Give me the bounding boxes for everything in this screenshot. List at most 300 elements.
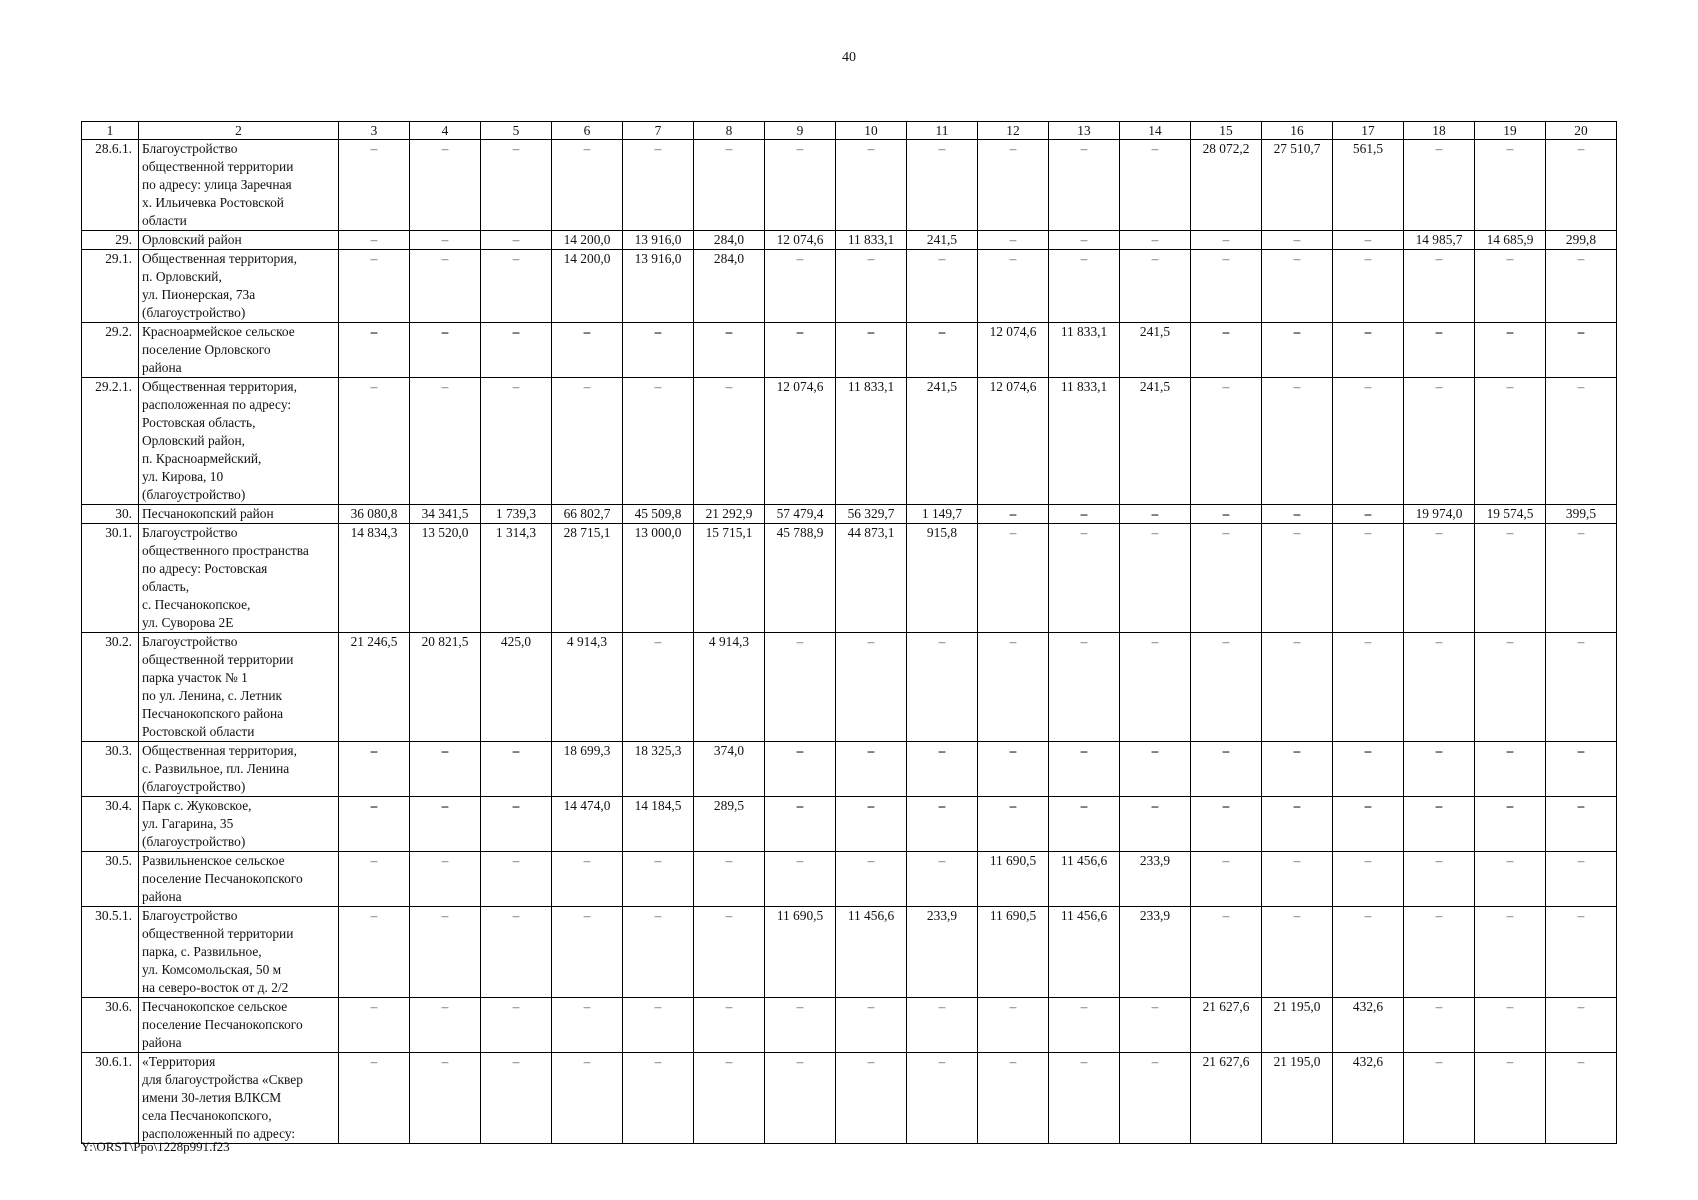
column-number-cell: 20 bbox=[1546, 122, 1617, 140]
value-cell: 14 200,0 bbox=[552, 250, 623, 323]
value-cell: 14 474,0 bbox=[552, 797, 623, 852]
column-number-cell: 18 bbox=[1404, 122, 1475, 140]
value-cell: – bbox=[1262, 323, 1333, 378]
value-cell: – bbox=[1546, 797, 1617, 852]
value-cell: 18 325,3 bbox=[623, 742, 694, 797]
value-cell: – bbox=[1475, 797, 1546, 852]
value-cell: – bbox=[1333, 378, 1404, 505]
value-cell: – bbox=[339, 323, 410, 378]
value-cell: – bbox=[765, 742, 836, 797]
value-cell: – bbox=[1475, 633, 1546, 742]
value-cell: 561,5 bbox=[1333, 140, 1404, 231]
value-cell: – bbox=[339, 797, 410, 852]
value-cell: – bbox=[836, 250, 907, 323]
value-cell: – bbox=[978, 1053, 1049, 1144]
row-number-cell: 30.2. bbox=[82, 633, 139, 742]
value-cell: – bbox=[1333, 633, 1404, 742]
value-cell: 11 690,5 bbox=[978, 907, 1049, 998]
value-cell: – bbox=[1404, 852, 1475, 907]
value-cell: – bbox=[907, 323, 978, 378]
column-number-cell: 14 bbox=[1120, 122, 1191, 140]
value-cell: 11 833,1 bbox=[1049, 378, 1120, 505]
value-cell: – bbox=[694, 378, 765, 505]
value-cell: 21 195,0 bbox=[1262, 998, 1333, 1053]
value-cell: – bbox=[907, 797, 978, 852]
row-name-cell: Благоустройство общественной территории парка участок № 1 по ул. Ленина, с. Летник Песчанокопского района Ростовской области bbox=[139, 633, 339, 742]
value-cell: – bbox=[836, 1053, 907, 1144]
value-cell: 34 341,5 bbox=[410, 505, 481, 524]
value-cell: 27 510,7 bbox=[1262, 140, 1333, 231]
row-number-cell: 30.1. bbox=[82, 524, 139, 633]
value-cell: – bbox=[1191, 907, 1262, 998]
column-number-cell: 4 bbox=[410, 122, 481, 140]
value-cell: – bbox=[1262, 797, 1333, 852]
value-cell: – bbox=[1546, 140, 1617, 231]
value-cell: – bbox=[836, 633, 907, 742]
value-cell: – bbox=[552, 1053, 623, 1144]
value-cell: – bbox=[1049, 633, 1120, 742]
value-cell: – bbox=[978, 505, 1049, 524]
column-number-cell: 1 bbox=[82, 122, 139, 140]
value-cell: – bbox=[410, 742, 481, 797]
value-cell: – bbox=[1120, 505, 1191, 524]
value-cell: 425,0 bbox=[481, 633, 552, 742]
row-number-cell: 29.2. bbox=[82, 323, 139, 378]
value-cell: – bbox=[1049, 231, 1120, 250]
value-cell: – bbox=[339, 250, 410, 323]
row-name-cell: Песчанокопский район bbox=[139, 505, 339, 524]
value-cell: – bbox=[907, 998, 978, 1053]
row-number-cell: 30.5. bbox=[82, 852, 139, 907]
value-cell: – bbox=[1049, 505, 1120, 524]
value-cell: – bbox=[1404, 250, 1475, 323]
column-number-cell: 2 bbox=[139, 122, 339, 140]
row-name-cell: Орловский район bbox=[139, 231, 339, 250]
value-cell: – bbox=[623, 323, 694, 378]
value-cell: – bbox=[978, 797, 1049, 852]
value-cell: – bbox=[1475, 907, 1546, 998]
value-cell: 11 456,6 bbox=[1049, 907, 1120, 998]
value-cell: – bbox=[410, 852, 481, 907]
value-cell: – bbox=[1191, 633, 1262, 742]
value-cell: – bbox=[765, 250, 836, 323]
value-cell: – bbox=[1191, 524, 1262, 633]
value-cell: 11 690,5 bbox=[765, 907, 836, 998]
value-cell: – bbox=[410, 140, 481, 231]
value-cell: – bbox=[1475, 1053, 1546, 1144]
budget-table bbox=[81, 121, 1617, 1144]
value-cell: 233,9 bbox=[1120, 907, 1191, 998]
row-number-cell: 30.6. bbox=[82, 998, 139, 1053]
value-cell: – bbox=[552, 323, 623, 378]
column-number-cell: 9 bbox=[765, 122, 836, 140]
value-cell: 1 314,3 bbox=[481, 524, 552, 633]
column-number-cell: 6 bbox=[552, 122, 623, 140]
value-cell: – bbox=[1049, 797, 1120, 852]
value-cell: – bbox=[339, 852, 410, 907]
value-cell: – bbox=[978, 140, 1049, 231]
value-cell: – bbox=[1404, 524, 1475, 633]
value-cell: – bbox=[1546, 633, 1617, 742]
table-row bbox=[82, 378, 1617, 505]
value-cell: – bbox=[694, 323, 765, 378]
value-cell: – bbox=[552, 998, 623, 1053]
value-cell: – bbox=[552, 852, 623, 907]
table-row bbox=[82, 505, 1617, 524]
value-cell: – bbox=[552, 378, 623, 505]
value-cell: – bbox=[1404, 323, 1475, 378]
value-cell: 11 833,1 bbox=[836, 378, 907, 505]
value-cell: – bbox=[1546, 524, 1617, 633]
value-cell: – bbox=[1333, 231, 1404, 250]
value-cell: – bbox=[1546, 742, 1617, 797]
value-cell: 28 715,1 bbox=[552, 524, 623, 633]
value-cell: – bbox=[1404, 797, 1475, 852]
value-cell: – bbox=[1333, 524, 1404, 633]
table-row bbox=[82, 998, 1617, 1053]
value-cell: 19 574,5 bbox=[1475, 505, 1546, 524]
value-cell: – bbox=[1404, 1053, 1475, 1144]
value-cell: – bbox=[1404, 742, 1475, 797]
value-cell: – bbox=[1049, 140, 1120, 231]
row-number-cell: 29. bbox=[82, 231, 139, 250]
value-cell: – bbox=[1475, 250, 1546, 323]
value-cell: 44 873,1 bbox=[836, 524, 907, 633]
value-cell: – bbox=[1191, 852, 1262, 907]
value-cell: – bbox=[1120, 231, 1191, 250]
value-cell: – bbox=[694, 852, 765, 907]
column-number-cell: 10 bbox=[836, 122, 907, 140]
value-cell: 241,5 bbox=[1120, 378, 1191, 505]
column-number-cell: 8 bbox=[694, 122, 765, 140]
value-cell: 15 715,1 bbox=[694, 524, 765, 633]
value-cell: 13 000,0 bbox=[623, 524, 694, 633]
value-cell: 13 916,0 bbox=[623, 231, 694, 250]
value-cell: – bbox=[1404, 998, 1475, 1053]
row-name-cell: Развильненское сельское поселение Песчанокопского района bbox=[139, 852, 339, 907]
value-cell: – bbox=[1333, 250, 1404, 323]
value-cell: – bbox=[1546, 378, 1617, 505]
value-cell: – bbox=[765, 852, 836, 907]
value-cell: – bbox=[481, 231, 552, 250]
value-cell: 20 821,5 bbox=[410, 633, 481, 742]
value-cell: – bbox=[1049, 1053, 1120, 1144]
value-cell: 19 974,0 bbox=[1404, 505, 1475, 524]
value-cell: – bbox=[410, 998, 481, 1053]
value-cell: – bbox=[765, 323, 836, 378]
value-cell: 12 074,6 bbox=[978, 378, 1049, 505]
value-cell: 28 072,2 bbox=[1191, 140, 1262, 231]
value-cell: 1 739,3 bbox=[481, 505, 552, 524]
value-cell: 915,8 bbox=[907, 524, 978, 633]
value-cell: – bbox=[552, 907, 623, 998]
value-cell: – bbox=[481, 907, 552, 998]
value-cell: 21 627,6 bbox=[1191, 1053, 1262, 1144]
row-number-cell: 30.5.1. bbox=[82, 907, 139, 998]
column-number-header-row bbox=[82, 122, 1617, 140]
row-name-cell: Благоустройство общественного пространства по адресу: Ростовская область, с. Песчанокопское, ул. Суворова 2Е bbox=[139, 524, 339, 633]
value-cell: – bbox=[1404, 378, 1475, 505]
value-cell: – bbox=[978, 524, 1049, 633]
value-cell: – bbox=[978, 231, 1049, 250]
value-cell: – bbox=[1191, 378, 1262, 505]
value-cell: – bbox=[1120, 742, 1191, 797]
footer-file-path: Y:\ORST\Ppo\1228p991.f23 bbox=[81, 1139, 230, 1154]
value-cell: – bbox=[410, 1053, 481, 1144]
value-cell: 21 292,9 bbox=[694, 505, 765, 524]
value-cell: – bbox=[765, 140, 836, 231]
value-cell: 241,5 bbox=[907, 231, 978, 250]
value-cell: – bbox=[481, 250, 552, 323]
value-cell: – bbox=[1262, 633, 1333, 742]
value-cell: – bbox=[481, 323, 552, 378]
value-cell: – bbox=[481, 140, 552, 231]
value-cell: – bbox=[1546, 323, 1617, 378]
value-cell: – bbox=[552, 140, 623, 231]
value-cell: – bbox=[836, 852, 907, 907]
value-cell: 12 074,6 bbox=[765, 378, 836, 505]
value-cell: – bbox=[836, 797, 907, 852]
value-cell: – bbox=[978, 998, 1049, 1053]
value-cell: 233,9 bbox=[907, 907, 978, 998]
value-cell: 14 985,7 bbox=[1404, 231, 1475, 250]
value-cell: – bbox=[765, 1053, 836, 1144]
value-cell: – bbox=[1191, 250, 1262, 323]
value-cell: – bbox=[765, 797, 836, 852]
value-cell: – bbox=[1333, 323, 1404, 378]
value-cell: 45 509,8 bbox=[623, 505, 694, 524]
value-cell: 289,5 bbox=[694, 797, 765, 852]
value-cell: – bbox=[1333, 505, 1404, 524]
value-cell: 12 074,6 bbox=[765, 231, 836, 250]
value-cell: 374,0 bbox=[694, 742, 765, 797]
column-number-cell: 17 bbox=[1333, 122, 1404, 140]
value-cell: – bbox=[694, 998, 765, 1053]
value-cell: 11 833,1 bbox=[836, 231, 907, 250]
value-cell: – bbox=[1475, 140, 1546, 231]
value-cell: – bbox=[1475, 742, 1546, 797]
value-cell: – bbox=[410, 907, 481, 998]
value-cell: – bbox=[1191, 323, 1262, 378]
value-cell: – bbox=[694, 907, 765, 998]
value-cell: – bbox=[1546, 852, 1617, 907]
value-cell: – bbox=[907, 1053, 978, 1144]
value-cell: 12 074,6 bbox=[978, 323, 1049, 378]
value-cell: 13 520,0 bbox=[410, 524, 481, 633]
value-cell: – bbox=[1120, 250, 1191, 323]
table-row bbox=[82, 323, 1617, 378]
value-cell: 14 200,0 bbox=[552, 231, 623, 250]
table-row bbox=[82, 742, 1617, 797]
row-name-cell: Благоустройство общественной территории парка, с. Развильное, ул. Комсомольская, 50 м на северо-восток от д. 2/2 bbox=[139, 907, 339, 998]
value-cell: – bbox=[836, 140, 907, 231]
value-cell: 14 834,3 bbox=[339, 524, 410, 633]
row-name-cell: Благоустройство общественной территории по адресу: улица Заречная х. Ильичевка Ростовской области bbox=[139, 140, 339, 231]
value-cell: – bbox=[339, 378, 410, 505]
row-name-cell: Общественная территория, п. Орловский, ул. Пионерская, 73а (благоустройство) bbox=[139, 250, 339, 323]
value-cell: 284,0 bbox=[694, 250, 765, 323]
row-name-cell: Красноармейское сельское поселение Орловского района bbox=[139, 323, 339, 378]
value-cell: 432,6 bbox=[1333, 1053, 1404, 1144]
value-cell: 233,9 bbox=[1120, 852, 1191, 907]
value-cell: – bbox=[623, 633, 694, 742]
value-cell: – bbox=[1191, 505, 1262, 524]
value-cell: – bbox=[1191, 742, 1262, 797]
value-cell: 56 329,7 bbox=[836, 505, 907, 524]
value-cell: – bbox=[1120, 633, 1191, 742]
value-cell: 21 195,0 bbox=[1262, 1053, 1333, 1144]
value-cell: – bbox=[836, 742, 907, 797]
row-number-cell: 30.3. bbox=[82, 742, 139, 797]
value-cell: – bbox=[1049, 250, 1120, 323]
value-cell: 399,5 bbox=[1546, 505, 1617, 524]
value-cell: – bbox=[410, 250, 481, 323]
value-cell: – bbox=[623, 907, 694, 998]
value-cell: 45 788,9 bbox=[765, 524, 836, 633]
value-cell: 11 833,1 bbox=[1049, 323, 1120, 378]
column-number-cell: 12 bbox=[978, 122, 1049, 140]
value-cell: – bbox=[410, 797, 481, 852]
value-cell: – bbox=[694, 1053, 765, 1144]
row-number-cell: 30.4. bbox=[82, 797, 139, 852]
value-cell: – bbox=[1546, 998, 1617, 1053]
value-cell: – bbox=[481, 742, 552, 797]
value-cell: – bbox=[1120, 998, 1191, 1053]
column-number-cell: 11 bbox=[907, 122, 978, 140]
value-cell: – bbox=[1049, 524, 1120, 633]
value-cell: – bbox=[1333, 797, 1404, 852]
value-cell: – bbox=[339, 231, 410, 250]
value-cell: – bbox=[694, 140, 765, 231]
value-cell: – bbox=[836, 998, 907, 1053]
value-cell: – bbox=[1475, 378, 1546, 505]
value-cell: – bbox=[1546, 907, 1617, 998]
value-cell: – bbox=[907, 852, 978, 907]
value-cell: – bbox=[339, 907, 410, 998]
value-cell: 11 690,5 bbox=[978, 852, 1049, 907]
value-cell: – bbox=[1262, 231, 1333, 250]
value-cell: – bbox=[623, 140, 694, 231]
value-cell: 11 456,6 bbox=[1049, 852, 1120, 907]
value-cell: – bbox=[1049, 742, 1120, 797]
value-cell: – bbox=[1262, 378, 1333, 505]
value-cell: – bbox=[410, 231, 481, 250]
value-cell: 241,5 bbox=[1120, 323, 1191, 378]
table-row bbox=[82, 633, 1617, 742]
value-cell: 14 685,9 bbox=[1475, 231, 1546, 250]
value-cell: – bbox=[1333, 742, 1404, 797]
table-row bbox=[82, 1053, 1617, 1144]
column-number-cell: 3 bbox=[339, 122, 410, 140]
value-cell: 14 184,5 bbox=[623, 797, 694, 852]
value-cell: – bbox=[623, 852, 694, 907]
value-cell: – bbox=[481, 1053, 552, 1144]
value-cell: – bbox=[1120, 1053, 1191, 1144]
value-cell: – bbox=[1475, 852, 1546, 907]
value-cell: 57 479,4 bbox=[765, 505, 836, 524]
table-row bbox=[82, 231, 1617, 250]
value-cell: – bbox=[1546, 250, 1617, 323]
value-cell: – bbox=[1262, 524, 1333, 633]
value-cell: – bbox=[1191, 231, 1262, 250]
value-cell: – bbox=[339, 140, 410, 231]
value-cell: – bbox=[978, 250, 1049, 323]
value-cell: 284,0 bbox=[694, 231, 765, 250]
value-cell: – bbox=[410, 378, 481, 505]
value-cell: 21 627,6 bbox=[1191, 998, 1262, 1053]
value-cell: – bbox=[1049, 998, 1120, 1053]
value-cell: – bbox=[339, 742, 410, 797]
row-number-cell: 30.6.1. bbox=[82, 1053, 139, 1144]
value-cell: – bbox=[623, 378, 694, 505]
row-name-cell: «Территория для благоустройства «Сквер имени 30-летия ВЛКСМ села Песчанокопского, расположенный по адресу: bbox=[139, 1053, 339, 1144]
table-row bbox=[82, 907, 1617, 998]
table-row bbox=[82, 524, 1617, 633]
value-cell: – bbox=[907, 250, 978, 323]
value-cell: – bbox=[1120, 797, 1191, 852]
value-cell: – bbox=[978, 633, 1049, 742]
value-cell: – bbox=[1404, 633, 1475, 742]
row-name-cell: Общественная территория, расположенная по адресу: Ростовская область, Орловский район, п. Красноармейский, ул. Кирова, 10 (благоустройство) bbox=[139, 378, 339, 505]
value-cell: – bbox=[907, 742, 978, 797]
value-cell: – bbox=[765, 998, 836, 1053]
value-cell: – bbox=[623, 998, 694, 1053]
value-cell: – bbox=[765, 633, 836, 742]
column-number-cell: 15 bbox=[1191, 122, 1262, 140]
table-row bbox=[82, 250, 1617, 323]
row-number-cell: 30. bbox=[82, 505, 139, 524]
value-cell: 432,6 bbox=[1333, 998, 1404, 1053]
value-cell: – bbox=[481, 998, 552, 1053]
value-cell: – bbox=[481, 797, 552, 852]
value-cell: – bbox=[623, 1053, 694, 1144]
value-cell: – bbox=[1262, 852, 1333, 907]
column-number-cell: 5 bbox=[481, 122, 552, 140]
table-row bbox=[82, 797, 1617, 852]
value-cell: 36 080,8 bbox=[339, 505, 410, 524]
value-cell: – bbox=[1333, 907, 1404, 998]
row-number-cell: 28.6.1. bbox=[82, 140, 139, 231]
value-cell: 21 246,5 bbox=[339, 633, 410, 742]
value-cell: – bbox=[410, 323, 481, 378]
value-cell: – bbox=[1475, 524, 1546, 633]
value-cell: – bbox=[1120, 524, 1191, 633]
value-cell: – bbox=[1262, 250, 1333, 323]
value-cell: – bbox=[1404, 140, 1475, 231]
value-cell: 11 456,6 bbox=[836, 907, 907, 998]
table-row bbox=[82, 852, 1617, 907]
value-cell: – bbox=[481, 852, 552, 907]
value-cell: – bbox=[1191, 797, 1262, 852]
value-cell: 1 149,7 bbox=[907, 505, 978, 524]
value-cell: 299,8 bbox=[1546, 231, 1617, 250]
value-cell: – bbox=[978, 742, 1049, 797]
value-cell: – bbox=[1475, 323, 1546, 378]
column-number-cell: 19 bbox=[1475, 122, 1546, 140]
value-cell: – bbox=[339, 998, 410, 1053]
value-cell: – bbox=[1475, 998, 1546, 1053]
value-cell: – bbox=[907, 633, 978, 742]
row-name-cell: Песчанокопское сельское поселение Песчанокопского района bbox=[139, 998, 339, 1053]
value-cell: – bbox=[1546, 1053, 1617, 1144]
page-number: 40 bbox=[842, 50, 856, 65]
value-cell: 241,5 bbox=[907, 378, 978, 505]
table-row bbox=[82, 140, 1617, 231]
value-cell: – bbox=[481, 378, 552, 505]
column-number-cell: 16 bbox=[1262, 122, 1333, 140]
row-name-cell: Парк с. Жуковское, ул. Гагарина, 35 (благоустройство) bbox=[139, 797, 339, 852]
value-cell: 13 916,0 bbox=[623, 250, 694, 323]
